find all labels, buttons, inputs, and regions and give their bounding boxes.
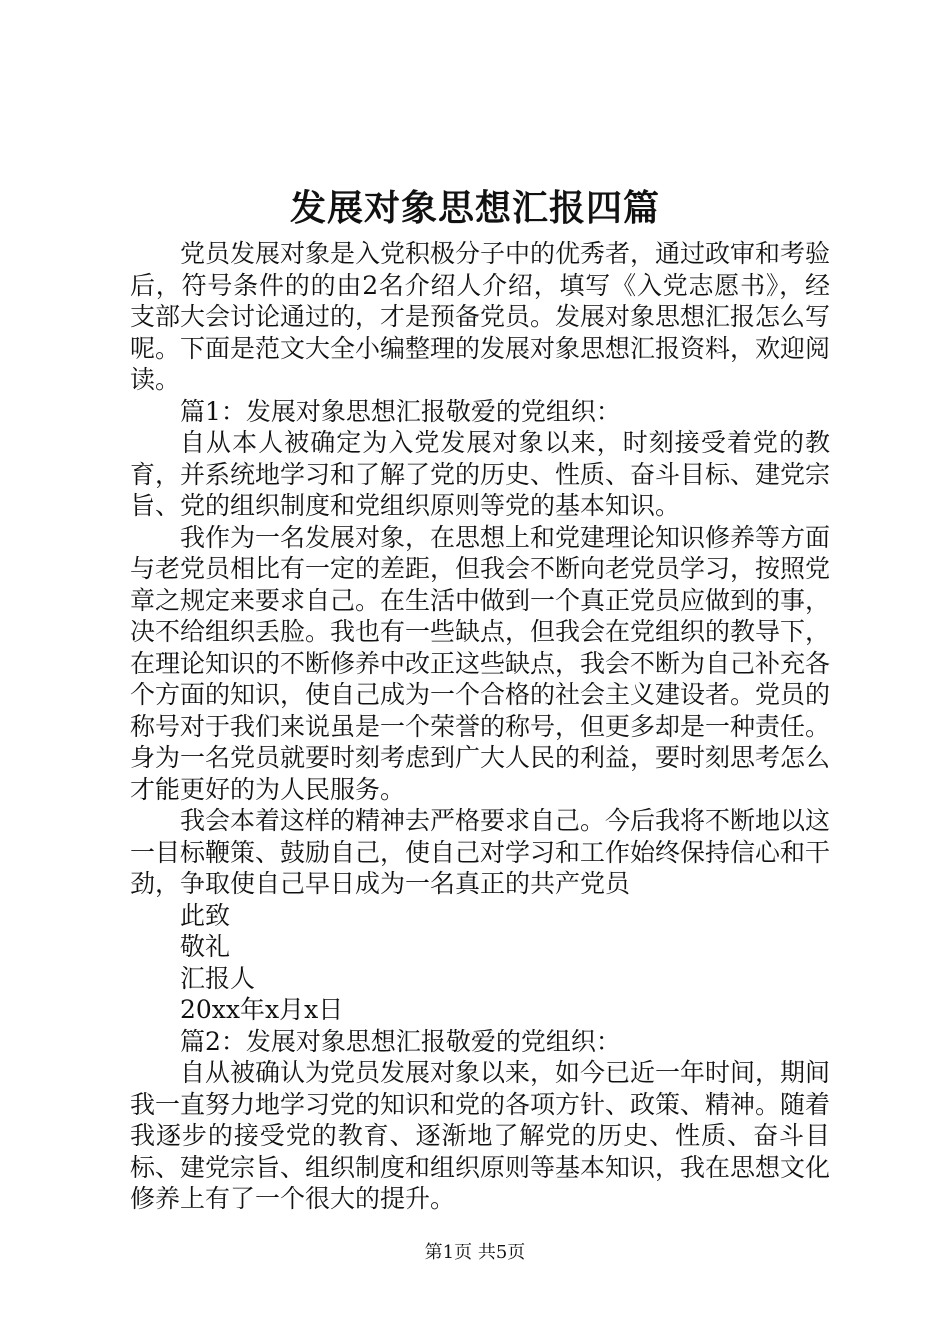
paragraph: 自从被确认为党员发展对象以来，如今已近一年时间，期间我一直努力地学习党的知识和党的各项方针、政策、精神。随着我逐步的接受党的教育、逐渐地了解党的历史、性质、奋斗目标、建党宗旨、组织制度和组织原则等基本知识，我在思想文化修养上有了一个很大的提升。 [130, 1058, 831, 1213]
closing-salutation: 此致 [180, 900, 231, 930]
page-number-footer: 第1页 共5页 [424, 1242, 526, 1263]
paragraph: 自从本人被确定为入党发展对象以来，时刻接受着党的教育，并系统地学习和了解了党的历史、性质、奋斗目标、建党宗旨、党的组织制度和党组织原则等党的基本知识。 [130, 428, 831, 520]
section-heading-1: 篇1：发展对象思想汇报敬爱的党组织： [180, 396, 621, 426]
paragraph: 我作为一名发展对象，在思想上和党建理论知识修养等方面与老党员相比有一定的差距，但我会不断向老党员学习，按照党章之规定来要求自己。在生活中做到一个真正党员应做到的事，决不给组织丢脸。我也有一些缺点，但我会在党组织的教导下，在理论知识的不断修养中改正这些缺点，我会不断为自己补充各个方面的知识，使自己成为一个合格的社会主义建设者。党员的称号对于我们来说虽是一个荣誉的称号，但更多却是一种责任。身为一名党员就要时刻考虑到广大人民的利益，要时刻思考怎么才能更好的为人民服务。 [130, 522, 831, 804]
closing-regards: 敬礼 [180, 932, 231, 961]
paragraph: 我会本着这样的精神去严格要求自己。今后我将不断地以这一目标鞭策、鼓励自己，使自己对学习和工作始终保持信心和干劲，争取使自己早日成为一名真正的共产党员 [130, 806, 831, 898]
paragraph-intro: 党员发展对象是入党积极分子中的优秀者，通过政审和考验后，符号条件的的由2名介绍人介绍，填写《入党志愿书》，经支部大会讨论通过的，才是预备党员。发展对象思想汇报怎么写呢。下面是范文大全小编整理的发展对象思想汇报资料，欢迎阅读。 [130, 239, 831, 394]
document-body [130, 238, 830, 1215]
document-title: 发展对象思想汇报四篇 [289, 187, 660, 229]
signature-label: 汇报人 [180, 963, 256, 993]
section-heading-2: 篇2：发展对象思想汇报敬爱的党组织： [180, 1026, 621, 1056]
signature-date: 20xx年x月x日 [180, 995, 344, 1024]
